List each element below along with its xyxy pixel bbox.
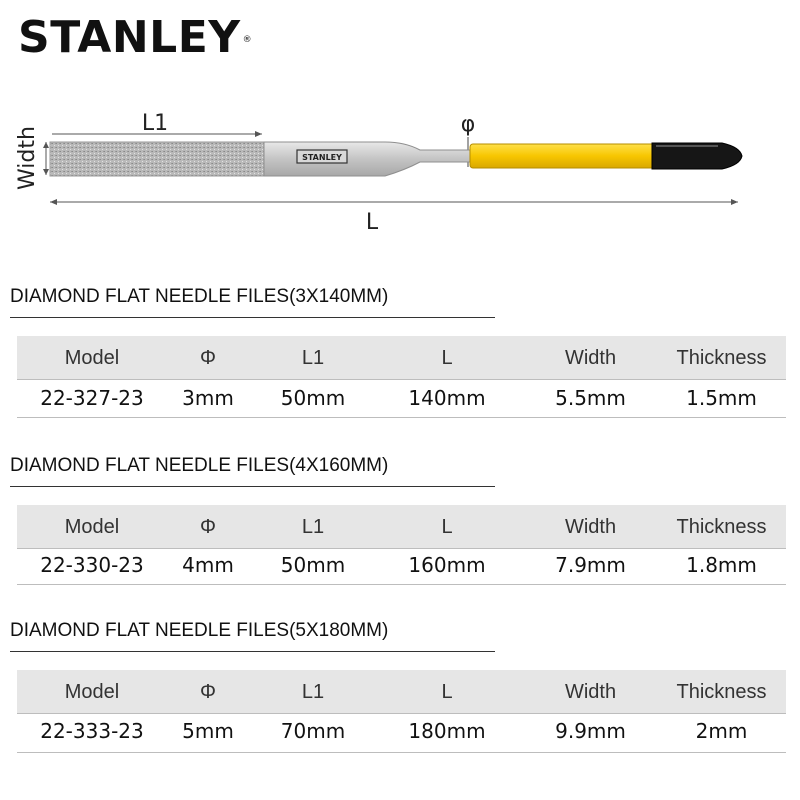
l1-label: L1 [141,111,169,136]
col-phi: Φ [200,516,216,538]
col-phi: Φ [200,347,216,369]
col-l: L [441,516,453,538]
col-l1: L1 [301,347,325,369]
title-underline [10,651,495,652]
cell-width: 5.5mm [555,386,626,410]
cell-model: 22-330-23 [40,553,144,577]
cell-thickness: 1.5mm [686,386,757,410]
cell-model: 22-333-23 [40,719,144,743]
col-phi: Φ [200,681,216,703]
svg-text:STANLEY: STANLEY [302,153,342,162]
cell-thickness: 2mm [695,719,748,743]
col-width: Width [564,516,617,538]
title-underline [10,317,495,318]
section-title: DIAMOND FLAT NEEDLE FILES(4X160MM) [10,455,389,476]
col-width: Width [564,347,617,369]
col-model: Model [64,516,120,538]
yellow-handle [470,144,656,168]
cell-width: 7.9mm [555,553,626,577]
col-thickness: Thickness [676,516,767,538]
cell-l1: 50mm [280,386,346,410]
col-thickness: Thickness [676,681,767,703]
steel-shank [264,142,470,176]
section-title: DIAMOND FLAT NEEDLE FILES(3X140MM) [10,286,389,307]
cell-l: 180mm [408,719,486,743]
cell-phi: 5mm [182,719,234,743]
cell-phi: 3mm [182,386,234,410]
col-width: Width [564,681,617,703]
cell-l1: 70mm [280,719,346,743]
width-label: Width [15,126,40,190]
phi-label: φ [460,112,476,137]
cell-l: 160mm [408,553,486,577]
title-underline [10,486,495,487]
cell-phi: 4mm [182,553,234,577]
col-model: Model [64,681,120,703]
col-model: Model [64,347,120,369]
section-title: DIAMOND FLAT NEEDLE FILES(5X180MM) [10,620,389,641]
l-label: L [365,210,379,235]
table-header [17,505,786,548]
table-header [17,336,786,379]
col-thickness: Thickness [676,347,767,369]
cell-model: 22-327-23 [40,386,144,410]
table-header [17,670,786,713]
col-l1: L1 [301,516,325,538]
col-l: L [441,681,453,703]
diamond-coated-section [50,142,264,176]
cell-l1: 50mm [280,553,346,577]
cell-l: 140mm [408,386,486,410]
col-l: L [441,347,453,369]
cell-thickness: 1.8mm [686,553,757,577]
file-dimension-diagram [0,95,800,245]
col-l1: L1 [301,681,325,703]
stanley-logo: STANLEY ® [18,12,253,63]
cell-width: 9.9mm [555,719,626,743]
